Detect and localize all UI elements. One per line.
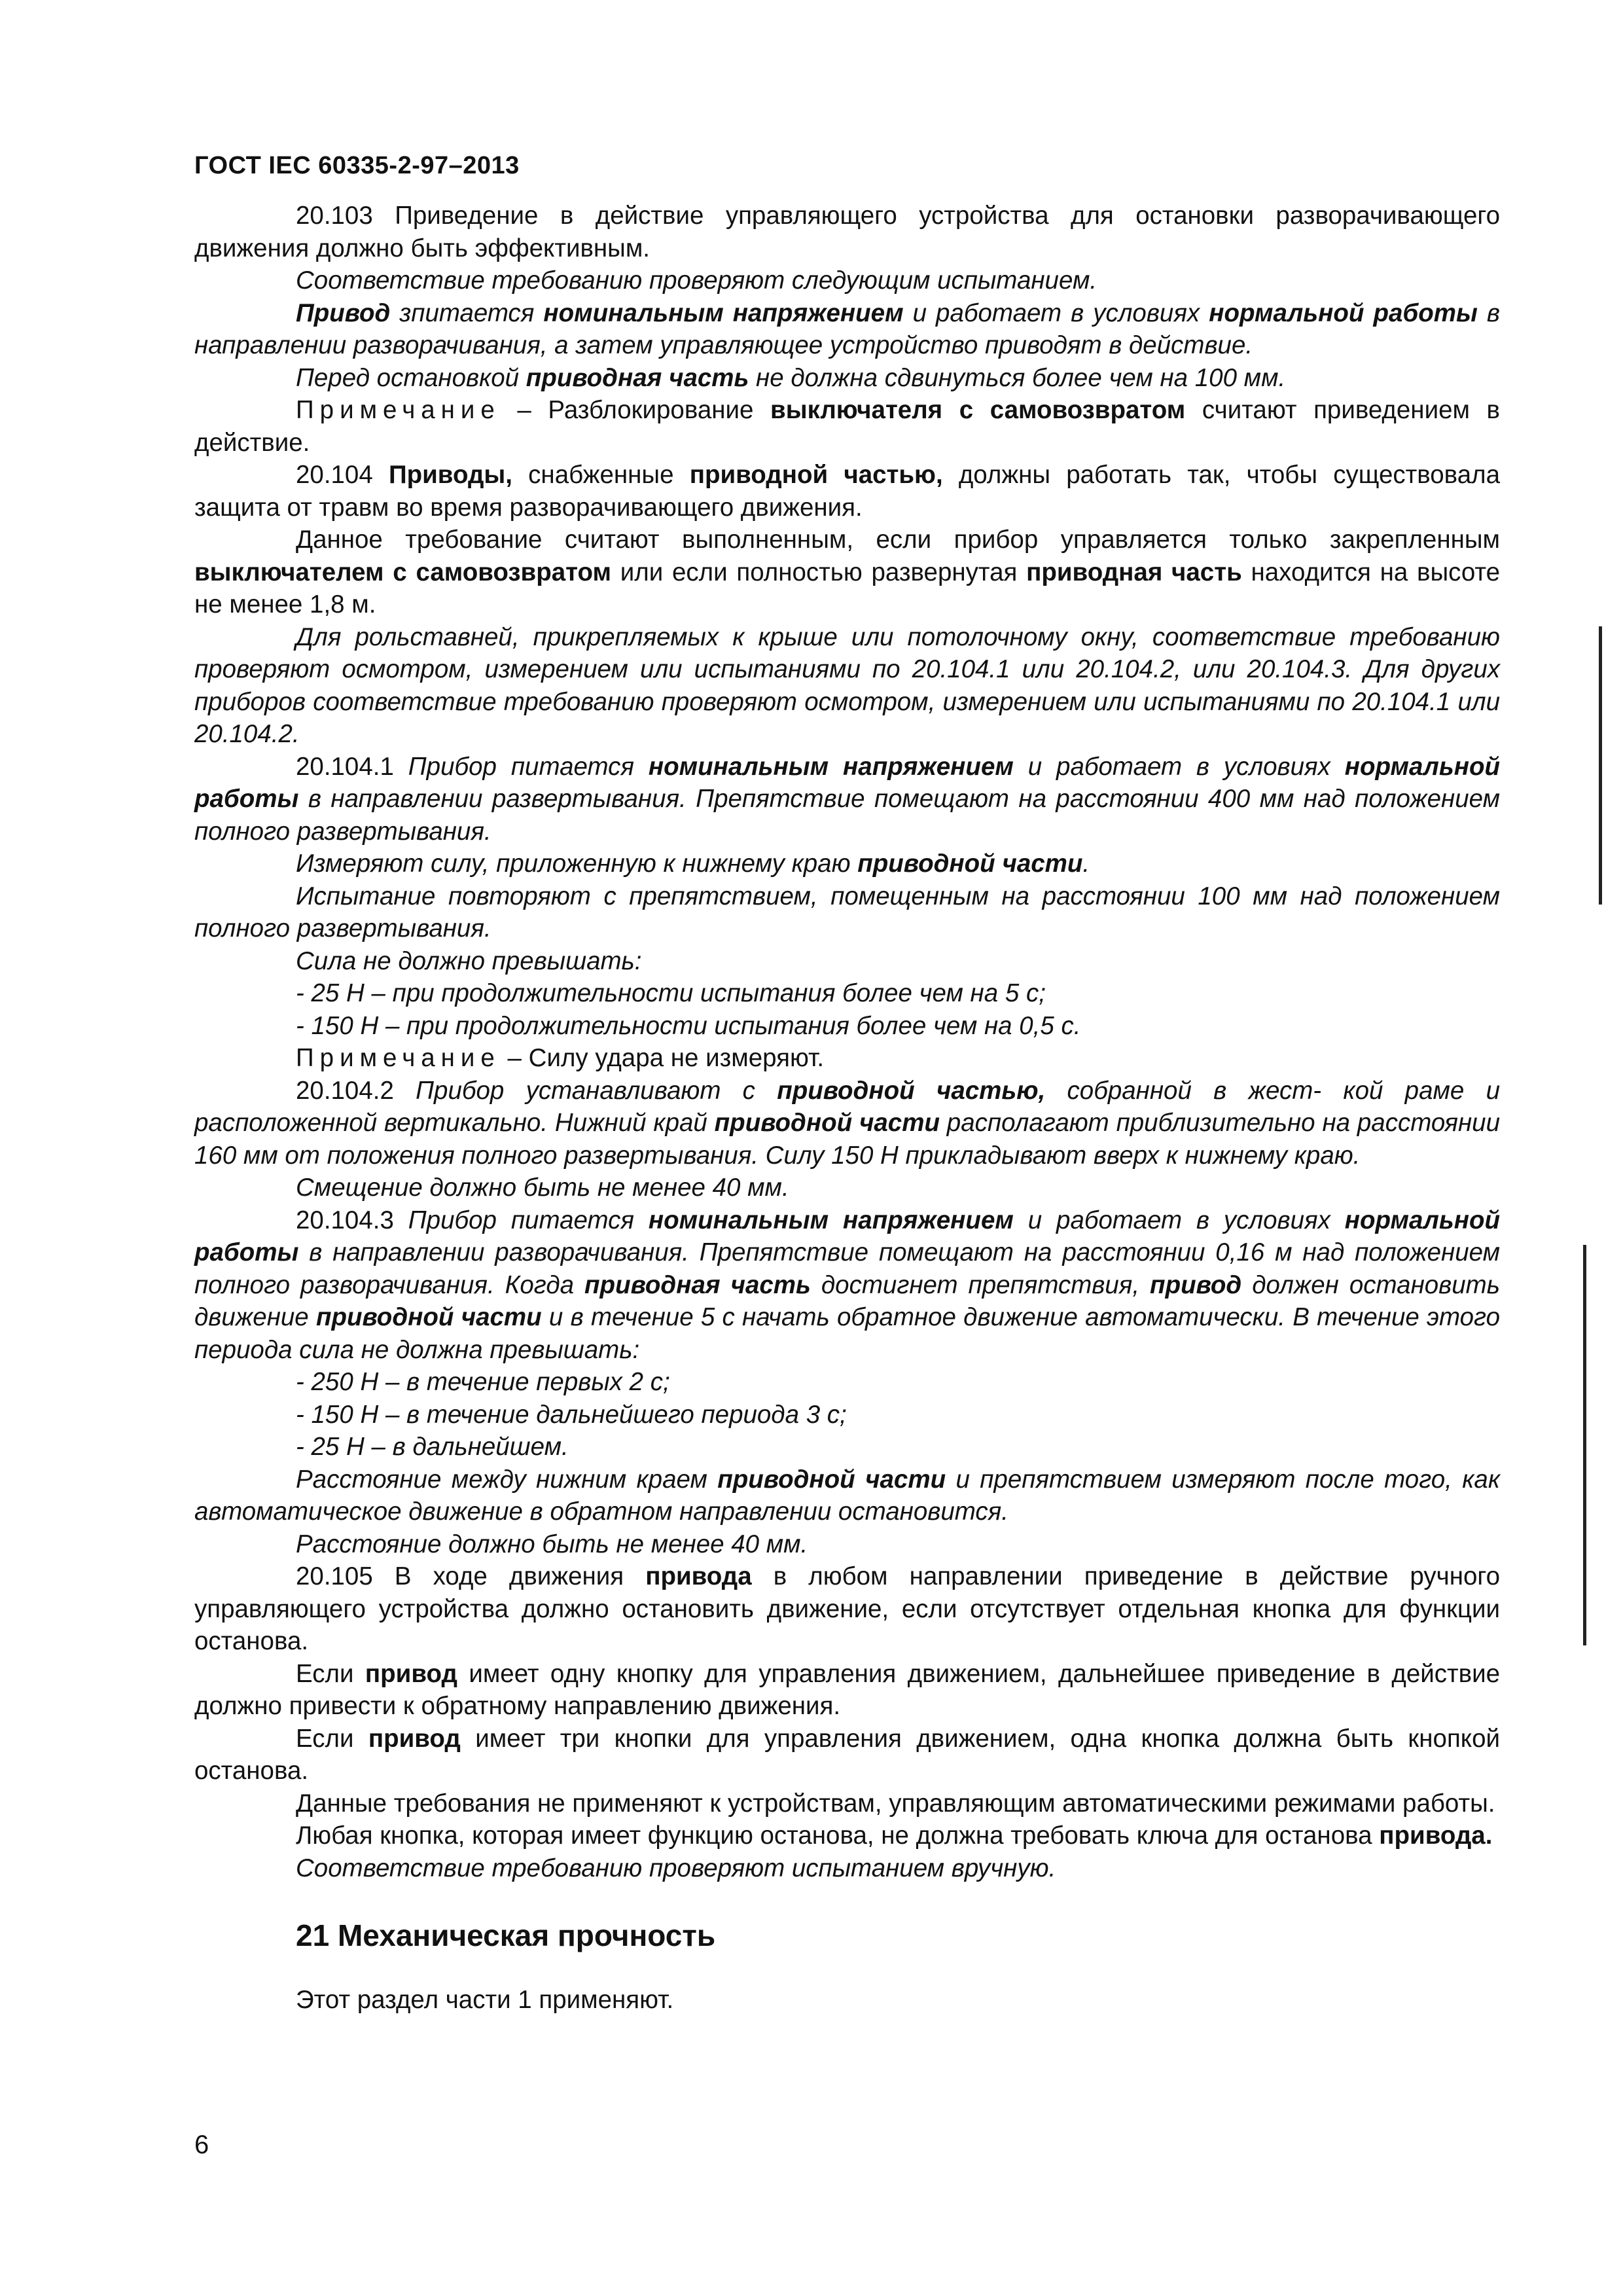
change-bar — [1599, 626, 1602, 905]
text-run: приводная часть — [584, 1270, 811, 1299]
paragraph — [194, 264, 1500, 297]
text-run: Соответствие требованию проверяют испытанием вручную. — [296, 1854, 1056, 1882]
text-run: Измеряют силу, приложенную к нижнему краю — [296, 850, 858, 878]
text-run: . — [1082, 850, 1090, 878]
document-header: ГОСТ IEC 60335-2-97–2013 — [194, 152, 520, 179]
text-run: номинальным напряжением — [648, 1206, 1014, 1234]
text-run: привода — [645, 1562, 752, 1590]
paragraph — [194, 1560, 1500, 1658]
text-run: Смещение должно быть не менее 40 мм. — [296, 1174, 789, 1202]
text-run: приводной части — [714, 1109, 940, 1137]
text-run: располагают приблизительно на расстоянии 160 мм от положения полного развертывания. Силу 150 Н прикладывают вверх к нижнему краю. — [194, 1109, 1500, 1170]
text-run: Приводы, — [388, 461, 512, 489]
text-run: 20.104 — [296, 461, 389, 489]
text-run: Прибор устанавливают с — [416, 1076, 777, 1105]
text-run: 20.104.3 — [296, 1206, 408, 1234]
paragraph — [194, 1852, 1500, 1885]
text-run: или если полностью развернутая — [611, 558, 1027, 586]
text-run: зпитается — [390, 298, 544, 327]
text-run: привод — [1150, 1270, 1242, 1299]
document-body — [194, 200, 1500, 2017]
text-run: нормальной работы — [194, 752, 1500, 813]
text-run: 20.104.1 — [296, 752, 408, 781]
paragraph — [194, 1787, 1500, 1820]
text-run: Если — [296, 1724, 368, 1753]
paragraph — [194, 1658, 1500, 1723]
text-run: - 25 Н – при продолжительности испытания более чем на 5 с; — [296, 979, 1046, 1007]
text-run: и препятствием измеряют после того, как автоматическое движение в обратном направлении остановится. — [194, 1465, 1500, 1526]
text-run: приводной части — [717, 1465, 946, 1494]
change-bar — [1583, 1245, 1586, 1645]
paragraph — [194, 1528, 1500, 1561]
text-run: 20.103 Приведение в действие управляющего устройства для остановки разворачивающего движения должно быть эффективным. — [194, 202, 1500, 262]
text-run: Для рольставней, прикрепляемых к крыше или потолочному окну, соответствие требованию проверяют осмотром, измерением или испытаниями по 20.104.1 или 20.104.2, или 20.104.3. Для других приборов соответствие требованию проверяют осмотром, измерением или испытаниями по 20.104.1 или 20.104.2. — [194, 622, 1500, 748]
text-run: в любом направлении приведение в действие ручного управляющего устройства должно остановить движение, если отсутствует отдельная кнопка для функции останова. — [194, 1562, 1501, 1655]
paragraph — [194, 1042, 1500, 1075]
paragraph — [194, 848, 1500, 880]
text-run: и работает в условиях — [1013, 1206, 1345, 1234]
text-run: выключателем с самовозвратом — [194, 558, 611, 586]
paragraph — [194, 1820, 1500, 1852]
text-run: - 25 Н – в дальнейшем. — [296, 1433, 569, 1461]
text-run: приводной части — [315, 1303, 542, 1331]
text-run: привода. — [1379, 1821, 1493, 1850]
text-run: имеет одну кнопку для управления движением, дальнейшее приведение в действие должно привести к обратному направлению движения. — [194, 1659, 1500, 1720]
text-run: Привод — [296, 298, 391, 327]
text-run: Прибор питается — [408, 752, 649, 781]
paragraph — [194, 1010, 1500, 1043]
paragraph — [194, 1463, 1500, 1528]
text-run: нормальной работы — [194, 1206, 1500, 1266]
text-run: достигнет препятствия, — [810, 1270, 1150, 1299]
text-run: в направлении разворачивания. Препятствие помещают на расстоянии 0,16 м над положением полного разворачивания. Когда — [194, 1238, 1500, 1299]
text-run: 20.104.2 — [296, 1076, 416, 1105]
paragraph — [194, 751, 1500, 848]
text-run: находится на высоте не менее 1,8 м. — [194, 558, 1501, 619]
text-run: – Разблокирование — [500, 396, 771, 424]
text-run: в направлении разворачивания, а затем управляющее устройство приводят в действие. — [194, 298, 1500, 359]
paragraph — [194, 394, 1500, 459]
text-run: и в течение 5 с начать обратное движение автоматически. В течение этого периода сила не должна превышать: — [194, 1303, 1501, 1364]
text-run: Примечание — [296, 396, 501, 424]
paragraph — [194, 1984, 1500, 2017]
text-run: 21 Механическая прочность — [296, 1918, 716, 1952]
text-run: собранной в жест- кой раме и расположенной вертикально. Нижний край — [194, 1076, 1500, 1137]
text-run: - 250 Н – в течение первых 2 с; — [296, 1368, 670, 1396]
text-run: считают приведением в действие. — [194, 396, 1500, 457]
text-run: Расстояние между нижним краем — [296, 1465, 718, 1494]
text-run: приводная часть — [1026, 558, 1242, 586]
page-number: 6 — [194, 2130, 209, 2159]
text-run: – Силу удара не измеряют. — [500, 1044, 825, 1072]
paragraph — [194, 297, 1500, 362]
text-run: приводной части — [857, 850, 1083, 878]
paragraph — [194, 977, 1500, 1010]
paragraph — [194, 880, 1500, 945]
text-run: должны работать так, чтобы существовала защита от травм во время разворачивающего движения. — [194, 461, 1500, 522]
text-run: снабженные — [512, 461, 690, 489]
paragraph — [194, 1172, 1500, 1204]
text-run: Прибор питается — [408, 1206, 649, 1234]
text-run: приводная часть — [526, 363, 749, 392]
text-run: Сила не должно превышать: — [296, 946, 642, 975]
text-run: 20.105 В ходе движения — [296, 1562, 646, 1590]
paragraph — [194, 1723, 1500, 1787]
paragraph — [194, 200, 1500, 264]
paragraph — [194, 1431, 1500, 1463]
text-run: Данное требование считают выполненным, если прибор управляется только закрепленным — [296, 526, 1500, 554]
text-run: номинальным напряжением — [543, 298, 904, 327]
paragraph — [194, 1399, 1500, 1431]
paragraph — [194, 524, 1500, 621]
text-run: нормальной работы — [1209, 298, 1478, 327]
text-run: должен остановить движение — [194, 1270, 1500, 1331]
text-run: приводной частью, — [689, 461, 943, 489]
text-run: номинальным напряжением — [648, 752, 1014, 781]
text-run: Испытание повторяют с препятствием, помещенным на расстоянии 100 мм над положением полного развертывания. — [194, 882, 1500, 942]
paragraph — [194, 1204, 1500, 1367]
paragraph — [194, 1075, 1500, 1172]
text-run: Перед остановкой — [296, 363, 526, 392]
text-run: приводной частью, — [777, 1076, 1046, 1105]
text-run: и работает в условиях — [903, 298, 1209, 327]
paragraph — [194, 945, 1500, 978]
text-run: Расстояние должно быть не менее 40 мм. — [296, 1530, 808, 1558]
text-run: привод — [368, 1724, 461, 1753]
text-run: выключателя с самовозвратом — [770, 396, 1186, 424]
text-run: имеет три кнопки для управления движением, одна кнопка должна быть кнопкой останова. — [194, 1724, 1500, 1785]
text-run: не должна сдвинуться более чем на 100 мм. — [749, 363, 1286, 392]
paragraph — [194, 459, 1500, 524]
text-run: привод — [365, 1659, 457, 1688]
text-run: Примечание — [296, 1044, 501, 1072]
section-heading — [194, 1916, 1500, 1955]
text-run: Если — [296, 1659, 365, 1688]
text-run: Этот раздел части 1 применяют. — [296, 1986, 674, 2014]
text-run: - 150 Н – при продолжительности испытания более чем на 0,5 с. — [296, 1011, 1081, 1040]
text-run: - 150 Н – в течение дальнейшего периода 3 с; — [296, 1400, 847, 1429]
paragraph — [194, 621, 1500, 751]
text-run: Любая кнопка, которая имеет функцию останова, не должна требовать ключа для останова — [296, 1821, 1380, 1850]
paragraph — [194, 1366, 1500, 1399]
paragraph — [194, 362, 1500, 395]
text-run: и работает в условиях — [1013, 752, 1345, 781]
text-run: Соответствие требованию проверяют следующим испытанием. — [296, 266, 1097, 295]
text-run: Данные требования не применяют к устройствам, управляющим автоматическими режимами работы. — [296, 1789, 1495, 1818]
text-run: в направлении развертывания. Препятствие помещают на расстоянии 400 мм над положением полного развертывания. — [194, 785, 1500, 846]
